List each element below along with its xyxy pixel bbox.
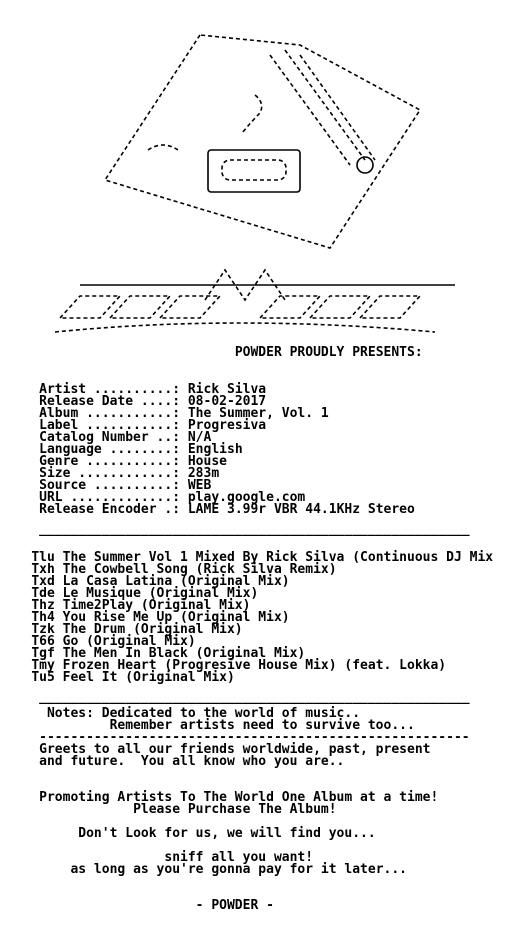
info-value: 08-02-2017 xyxy=(187,394,267,409)
info-label: URL .............: xyxy=(39,490,181,505)
separator-top: _______________________________________________________ xyxy=(39,522,470,537)
track-code: Thz xyxy=(31,598,55,613)
track-code: Th4 xyxy=(31,610,55,625)
separator-notes: _______________________________________________________ xyxy=(39,690,470,705)
track-row xyxy=(0,672,235,684)
info-label: Release Encoder .: xyxy=(39,502,181,517)
track-title: Le Musique (Original Mix) xyxy=(62,586,259,601)
promo-line-2: Please Purchase The Album! xyxy=(133,802,337,817)
info-value: House xyxy=(187,454,227,469)
track-code: Tde xyxy=(31,586,55,601)
track-title: You Rise Me Up (Original Mix) xyxy=(62,610,290,625)
track-code: T66 xyxy=(31,634,55,649)
dash-separator: ------------------------------------------------------- xyxy=(39,730,470,745)
info-label: Catalog Number ..: xyxy=(39,430,181,445)
greets-line-1: Greets to all our friends worldwide, past, present xyxy=(39,742,431,757)
track-title: The Men In Black (Original Mix) xyxy=(62,646,306,661)
track-code: Tu5 xyxy=(31,670,55,685)
dont-look-line: Don't Look for us, we will find you... xyxy=(78,826,376,841)
track-title: The Summer Vol 1 Mixed By Rick Silva (Continuous DJ Mix xyxy=(62,550,494,565)
track-code: Tgf xyxy=(31,646,55,661)
track-title: Go (Original Mix) xyxy=(62,634,196,649)
info-label: Size ............: xyxy=(39,466,181,481)
powder-logo-text xyxy=(55,270,455,332)
cassette-player-illustration xyxy=(105,35,420,248)
notes-line-1: Notes: Dedicated to the world of music.. xyxy=(46,706,361,721)
track-code: Tlu xyxy=(31,550,55,565)
info-label: Label ...........: xyxy=(39,418,181,433)
sniff-line-1: sniff all you want! xyxy=(164,850,314,865)
promo-line-1: Promoting Artists To The World One Album at a time! xyxy=(39,790,439,805)
info-label: Genre ...........: xyxy=(39,454,181,469)
info-label: Artist ..........: xyxy=(39,382,181,397)
info-value: Rick Silva xyxy=(187,382,267,397)
greets-line-2: and future. You all know who you are.. xyxy=(39,754,345,769)
footer-signature: - POWDER - xyxy=(195,898,274,913)
track-title: La Casa Latina (Original Mix) xyxy=(62,574,290,589)
info-value: 283m xyxy=(187,466,220,481)
track-code: Tmy xyxy=(31,658,55,673)
ascii-art-logo xyxy=(0,0,520,360)
info-value: LAME 3.99r VBR 44.1KHz Stereo xyxy=(187,502,415,517)
track-title: Time2Play (Original Mix) xyxy=(62,598,251,613)
track-title: Frozen Heart (Progresive House Mix) (feat. Lokka) xyxy=(62,658,447,673)
info-label: Language ........: xyxy=(39,442,181,457)
track-title: The Cowbell Song (Rick Silva Remix) xyxy=(62,562,337,577)
track-title: The Drum (Original Mix) xyxy=(62,622,243,637)
track-code: Txd xyxy=(31,574,55,589)
info-label: Release Date ....: xyxy=(39,394,181,409)
info-value: WEB xyxy=(187,478,212,493)
presents-line: POWDER PROUDLY PRESENTS: xyxy=(234,345,423,360)
sniff-line-2: as long as you're gonna pay for it later... xyxy=(70,862,407,877)
info-label: Album ...........: xyxy=(39,406,181,421)
info-value: play.google.com xyxy=(187,490,306,505)
info-row xyxy=(0,504,415,516)
track-title: Feel It (Original Mix) xyxy=(62,670,235,685)
track-code: Tzk xyxy=(31,622,55,637)
info-value: English xyxy=(187,442,243,457)
track-code: Txh xyxy=(31,562,55,577)
info-value: The Summer, Vol. 1 xyxy=(187,406,329,421)
info-value: Progresiva xyxy=(187,418,267,433)
info-label: Source ..........: xyxy=(39,478,181,493)
info-value: N/A xyxy=(187,430,212,445)
notes-line-2: Remember artists need to survive too... xyxy=(109,718,415,733)
